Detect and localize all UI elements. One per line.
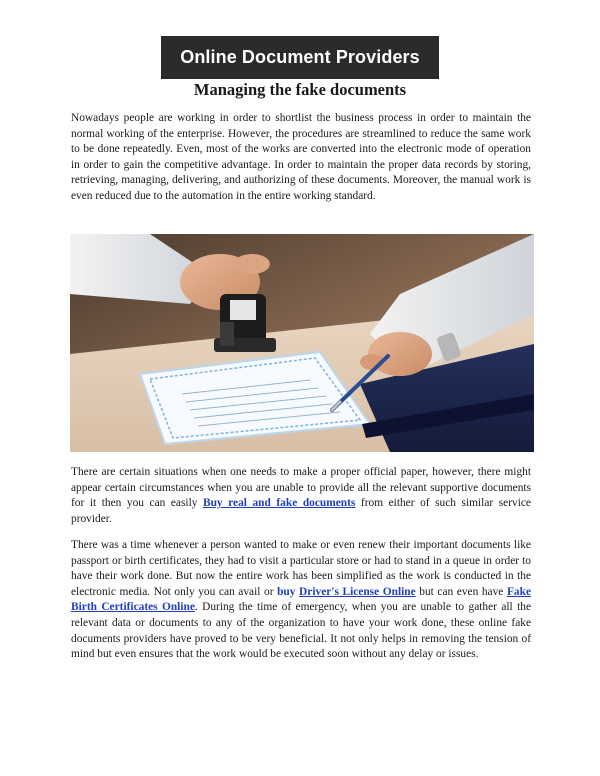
history-paragraph — [71, 538, 531, 663]
drivers-license-link[interactable]: Driver's License Online — [299, 585, 416, 598]
p2-text-before: There are certain situations when one needs to make a proper official paper, however, there might appear certain circumstances when you are unable to provide all the relevant supportive documents for it then you can easily — [71, 466, 531, 510]
page-title: Managing the fake documents — [193, 80, 407, 99]
stamp-photo — [70, 234, 534, 452]
buy-emphasis: buy — [277, 585, 296, 598]
fake-birth-certificates-link[interactable]: Fake Birth Certificates Online — [71, 585, 531, 614]
header-banner — [161, 36, 439, 79]
p2-text-after: from either of such similar service provider. — [71, 497, 531, 525]
intro-paragraph: Nowadays people are working in order to shortlist the business process in order to maintain the normal working of the enterprise. However, the procedures are streamlined to reduce the same work to be done repeatedly. Even, most of the works are converted into the electronic mode of operation in order to gain the competitive advantage. In order to maintain the proper data records by storing, retrieving, managing, delivering, and authorizing of these documents. Moreover, the manual work is even reduced due to the automation in the entire working standard. — [71, 112, 531, 202]
p3-text-part3: . During the time of emergency, when you are unable to gather all the relevant data or documents to any of the organization to have your work done, these online fake documents providers have proved to be very beneficial. It not only helps in removing the tension of mind but even ensures that the work would be executed soon without any delay or issues. — [71, 601, 531, 661]
p3-text-part2: but can even have — [415, 585, 507, 598]
banner-title: Online Document Providers — [180, 47, 420, 67]
p3-text-part1: There was a time whenever a person wanted to make or even renew their important documents like passport or birth certificates, they had to visit a particular store or had to stand in a queue in order to have their work done. But now the entire work has been simplified as the work is conducted in the electronic media. Not only you can avail or — [71, 539, 531, 598]
buy-real-fake-documents-link[interactable]: Buy real and fake documents — [202, 497, 356, 510]
situations-paragraph — [71, 465, 531, 527]
